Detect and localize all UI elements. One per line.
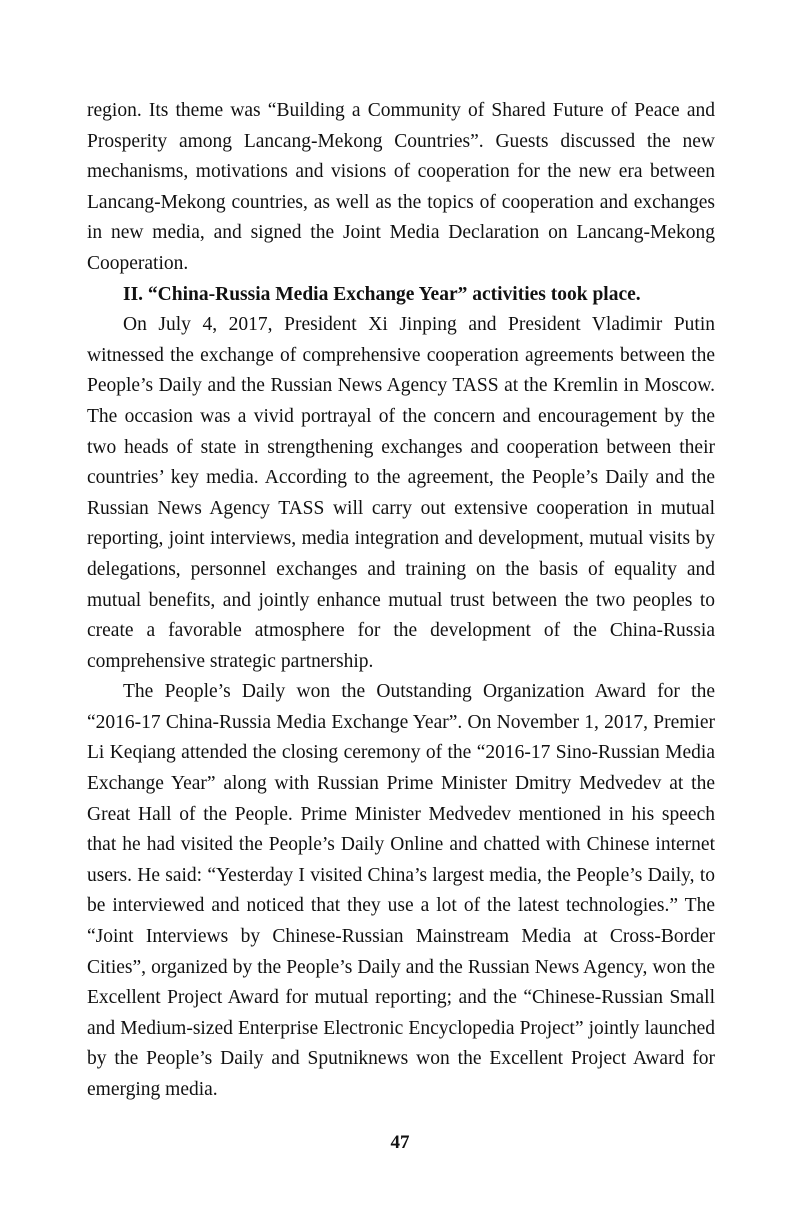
section-heading: II. “China-Russia Media Exchange Year” activities took place. <box>123 283 641 305</box>
page-body <box>87 96 715 1106</box>
paragraph-continuation: region. Its theme was “Building a Community of Shared Future of Peace and Prosperity among Lancang-Mekong Countries”. Guests discussed the new mechanisms, motivations and visions of cooperation for the new era between Lancang-Mekong countries, as well as the topics of cooperation and exchanges in new media, and signed the Joint Media Declaration on Lancang-Mekong Cooperation. <box>87 100 715 274</box>
paragraph-exchange-year-award: The People’s Daily won the Outstanding Organization Award for the “2016-17 China-Russia Media Exchange Year”. On November 1, 2017, Premier Li Keqiang attended the closing ceremony of the “2016-17 Sino-Russian Media Exchange Year” along with Russian Prime Minister Dmitry Medvedev at the Great Hall of the People. Prime Minister Medvedev mentioned in his speech that he had visited the People’s Daily Online and chatted with Chinese internet users. He said: “Yesterday I visited China’s largest media, the People’s Daily, to be interviewed and noticed that they use a lot of the latest technologies.” The “Joint Interviews by Chinese-Russian Mainstream Media at Cross-Border Cities”, organized by the People’s Daily and the Russian News Agency, won the Excellent Project Award for mutual reporting; and the “Chinese-Russian Small and Medium-sized Enterprise Electronic Encyclopedia Project” jointly launched by the People’s Daily and Sputniknews won the Excellent Project Award for emerging media. <box>87 681 715 1100</box>
paragraph-putin-xi-agreement: On July 4, 2017, President Xi Jinping and President Vladimir Putin witnessed the exchange of comprehensive cooperation agreements between the People’s Daily and the Russian News Agency TASS at the Kremlin in Moscow. The occasion was a vivid portrayal of the concern and encouragement by the two heads of state in strengthening exchanges and cooperation between their countries’ key media. According to the agreement, the People’s Daily and the Russian News Agency TASS will carry out extensive cooperation in mutual reporting, joint interviews, media integration and development, mutual visits by delegations, personnel exchanges and training on the basis of equality and mutual benefits, and jointly enhance mutual trust between the two peoples to create a favorable atmosphere for the development of the China-Russia comprehensive strategic partnership. <box>87 314 715 672</box>
page-number: 47 <box>390 1132 410 1153</box>
